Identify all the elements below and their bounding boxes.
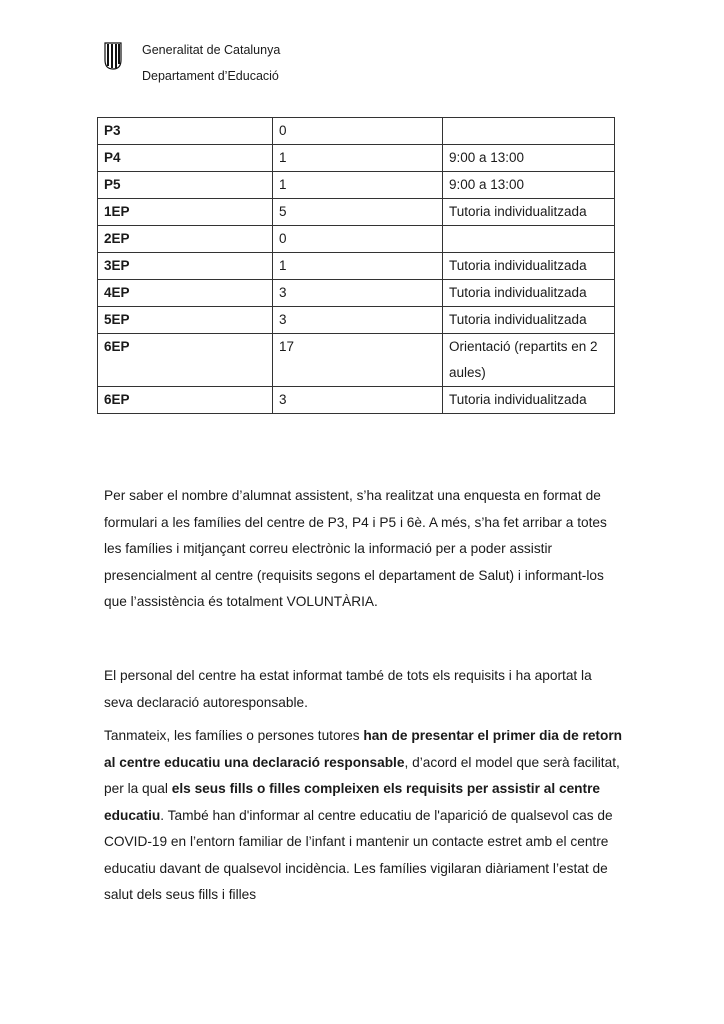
bold-segment: han de presentar el primer dia de retorn al centre educatiu una declaració responsable — [104, 728, 623, 770]
organization-name: Generalitat de Catalunya — [142, 43, 281, 57]
note-cell: Tutoria individualitzada — [443, 307, 615, 334]
text-segment: . També han d'informar al centre educatiu de l'aparició de qualsevol cas de COVID-19 en l’entorn familiar de l’infant i mantenir un contacte estret amb el centre educatiu davant de qualsevol incidència. Les famílies vigilaran diàriament l’estat de salut dels seus fills i filles — [104, 807, 613, 902]
count-cell: 5 — [273, 199, 443, 226]
table-row — [98, 253, 615, 280]
level-cell: P5 — [98, 172, 273, 199]
note-cell — [443, 226, 615, 253]
note-cell: Tutoria individualitzada — [443, 199, 615, 226]
level-cell: 3EP — [98, 253, 273, 280]
generalitat-coat-of-arms-icon — [104, 42, 122, 70]
table-row — [98, 307, 615, 334]
level-cell: P4 — [98, 145, 273, 172]
note-cell: 9:00 a 13:00 — [443, 145, 615, 172]
families-paragraph — [104, 723, 624, 909]
level-cell: 4EP — [98, 280, 273, 307]
text-segment: , d’acord el model que serà facilitat, per la qual — [104, 754, 620, 796]
note-cell: Tutoria individualitzada — [443, 253, 615, 280]
count-cell: 17 — [273, 334, 443, 387]
level-cell: 5EP — [98, 307, 273, 334]
note-cell — [443, 118, 615, 145]
attendance-table — [97, 117, 615, 414]
level-cell: 1EP — [98, 199, 273, 226]
table-row — [98, 387, 615, 414]
department-name: Departament d’Educació — [142, 69, 279, 83]
table-row — [98, 226, 615, 253]
survey-paragraph: Per saber el nombre d’alumnat assistent, s’ha realitzat una enquesta en format de formulari a les famílies del centre de P3, P4 i P5 i 6è. A més, s’ha fet arribar a totes les famílies i mitjançant correu electrònic la informació per a poder assistir presencialment al centre (requisits segons el departament de Salut) i informant-los que l’assistència és totalment VOLUNTÀRIA. — [104, 488, 607, 609]
count-cell: 3 — [273, 307, 443, 334]
table-row — [98, 280, 615, 307]
note-cell: Orientació (repartits en 2 aules) — [443, 334, 615, 387]
level-cell: 6EP — [98, 334, 273, 387]
bold-segment: els seus fills o filles compleixen els requisits per assistir al centre educatiu — [104, 781, 601, 823]
note-cell: 9:00 a 13:00 — [443, 172, 615, 199]
staff-paragraph: El personal del centre ha estat informat també de tots els requisits i ha aportat la seva declaració autoresponsable. — [104, 668, 592, 710]
note-cell: Tutoria individualitzada — [443, 280, 615, 307]
table-row — [98, 199, 615, 226]
count-cell: 3 — [273, 387, 443, 414]
level-cell: P3 — [98, 118, 273, 145]
count-cell: 1 — [273, 145, 443, 172]
level-cell: 2EP — [98, 226, 273, 253]
table-row — [98, 118, 615, 145]
count-cell: 1 — [273, 253, 443, 280]
note-cell: Tutoria individualitzada — [443, 387, 615, 414]
count-cell: 3 — [273, 280, 443, 307]
table-row — [98, 334, 615, 387]
table-row — [98, 145, 615, 172]
count-cell: 0 — [273, 118, 443, 145]
table-row — [98, 172, 615, 199]
count-cell: 1 — [273, 172, 443, 199]
level-cell: 6EP — [98, 387, 273, 414]
text-segment: Tanmateix, les famílies o persones tutores — [104, 728, 364, 743]
count-cell: 0 — [273, 226, 443, 253]
